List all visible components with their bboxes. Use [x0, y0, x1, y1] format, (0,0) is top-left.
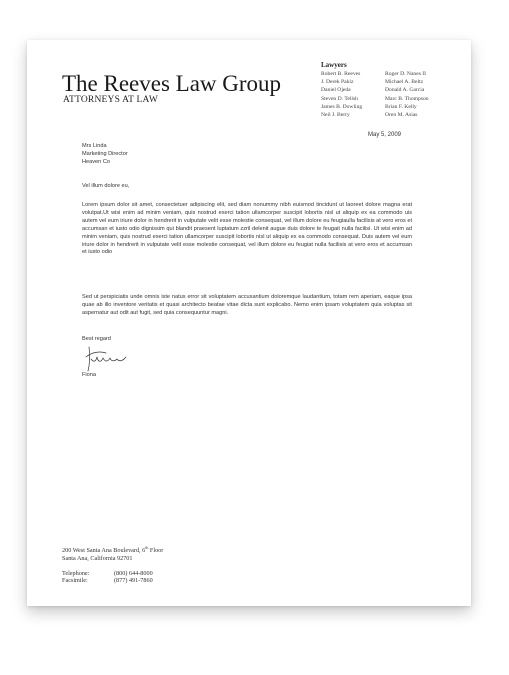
closing: Best regard	[82, 336, 111, 342]
telephone-number: (800) 644-8000	[114, 569, 153, 577]
address-line-2: Santa Ana, California 92701	[62, 554, 133, 562]
lawyer-name: Neil J. Berry	[321, 112, 350, 119]
firm-subtitle: ATTORNEYS AT LAW	[63, 95, 158, 105]
telephone-label: Telephone:	[62, 569, 90, 577]
facsimile-row	[62, 577, 163, 585]
salutation: Vel illum dolore eu,	[82, 183, 130, 189]
footer-block	[62, 544, 164, 585]
address-line-1-text: 200 West Santa Ana Boulevard, 6	[62, 547, 146, 554]
lawyer-name: Daniel Ojeda	[321, 87, 351, 94]
recipient-company: Heaven Co	[82, 158, 110, 165]
lawyer-name: Oren M. Asias	[385, 112, 418, 119]
lawyers-title: Lawyers	[321, 61, 347, 69]
address-ordinal: th	[145, 544, 149, 550]
letter-page	[27, 40, 471, 606]
lawyer-name: Robert B. Reeves	[321, 71, 361, 77]
telephone-row	[62, 570, 163, 578]
lawyers-list	[321, 61, 441, 119]
lawyer-name: Marc B. Thompson	[385, 95, 429, 102]
lawyer-name: James B. Dowling	[321, 103, 363, 110]
address-line-1-floor: Floor	[148, 547, 164, 554]
letter-date: May 5, 2009	[368, 132, 402, 138]
recipient-name: Mrs Linda	[82, 143, 107, 149]
lawyer-name: Steven D. Tellsh	[321, 95, 358, 102]
lawyer-name: Donald A. Garcia	[385, 87, 425, 94]
lawyers-column-1	[321, 70, 377, 119]
lawyers-columns	[321, 70, 441, 119]
recipient-block	[82, 143, 282, 167]
body-paragraph-2: Sed ut perspiciatis unde omnis iste natus error sit voluptatem accusantium doloremque laudantium, totam rem aperiam, eaque ipsa quae ab illo inventore veritatis et quasi architecto beatae vitae dicta sunt explicabo. Nemo enim ipsam voluptatem quia voluptas sit aspernatur aut odit aut fugit, sed quia consequuntur magni.	[82, 294, 412, 316]
lawyer-name: Roger D. Nanes II	[385, 71, 427, 77]
firm-name: The Reeves Law Group	[62, 71, 282, 96]
lawyer-name: Michael A. Beltz	[385, 79, 424, 86]
signature-image	[82, 343, 132, 373]
signer-name: Fiona	[82, 372, 96, 378]
address-line-1	[62, 544, 164, 555]
footer-spacer	[62, 563, 163, 570]
recipient-title: Marketing Director	[82, 150, 128, 157]
body-paragraph-1: Lorem ipsum dolor sit amet, consectetuer adipiscing elit, sed diam nonummy nibh euismod tincidunt ut laoreet dolore magna erat volutpat.Ut wisi enim ad minim veniam, quis nostrud exerci tation ullamcorper suscipit lobortis nisl ut aliquip ex ea commodo uis autem vel eum iriure dolor in hendrerit in vulputate velit esse molestie consequat, vel illum dolore eu feugiaulla facilisis at vero eros et accumsan et iusto odio dignissim qui blandit praesent luptatum zzril delenit augue duis dolore te feugait nulla facilisi. Ut wisi enim ad minim veniam, quis nostrud exerci tation ullamcorper suscipit lobortis nisl ut aliquip ex ea commodo consequat. Duis autem vel eum iriure dolor in hendrerit in vulputate velit esse molestie consequat, vel illum dolore eu feugiat nulla facilisis at vero eros et accumsan et iusto odio	[82, 202, 412, 256]
lawyers-column-2	[385, 70, 441, 119]
lawyer-name: Brian F. Kelly	[385, 103, 417, 110]
facsimile-label: Facsimile:	[62, 577, 88, 585]
facsimile-number: (877) 491-7860	[114, 577, 153, 585]
lawyer-name: J. Derek Pakiz	[321, 79, 354, 86]
